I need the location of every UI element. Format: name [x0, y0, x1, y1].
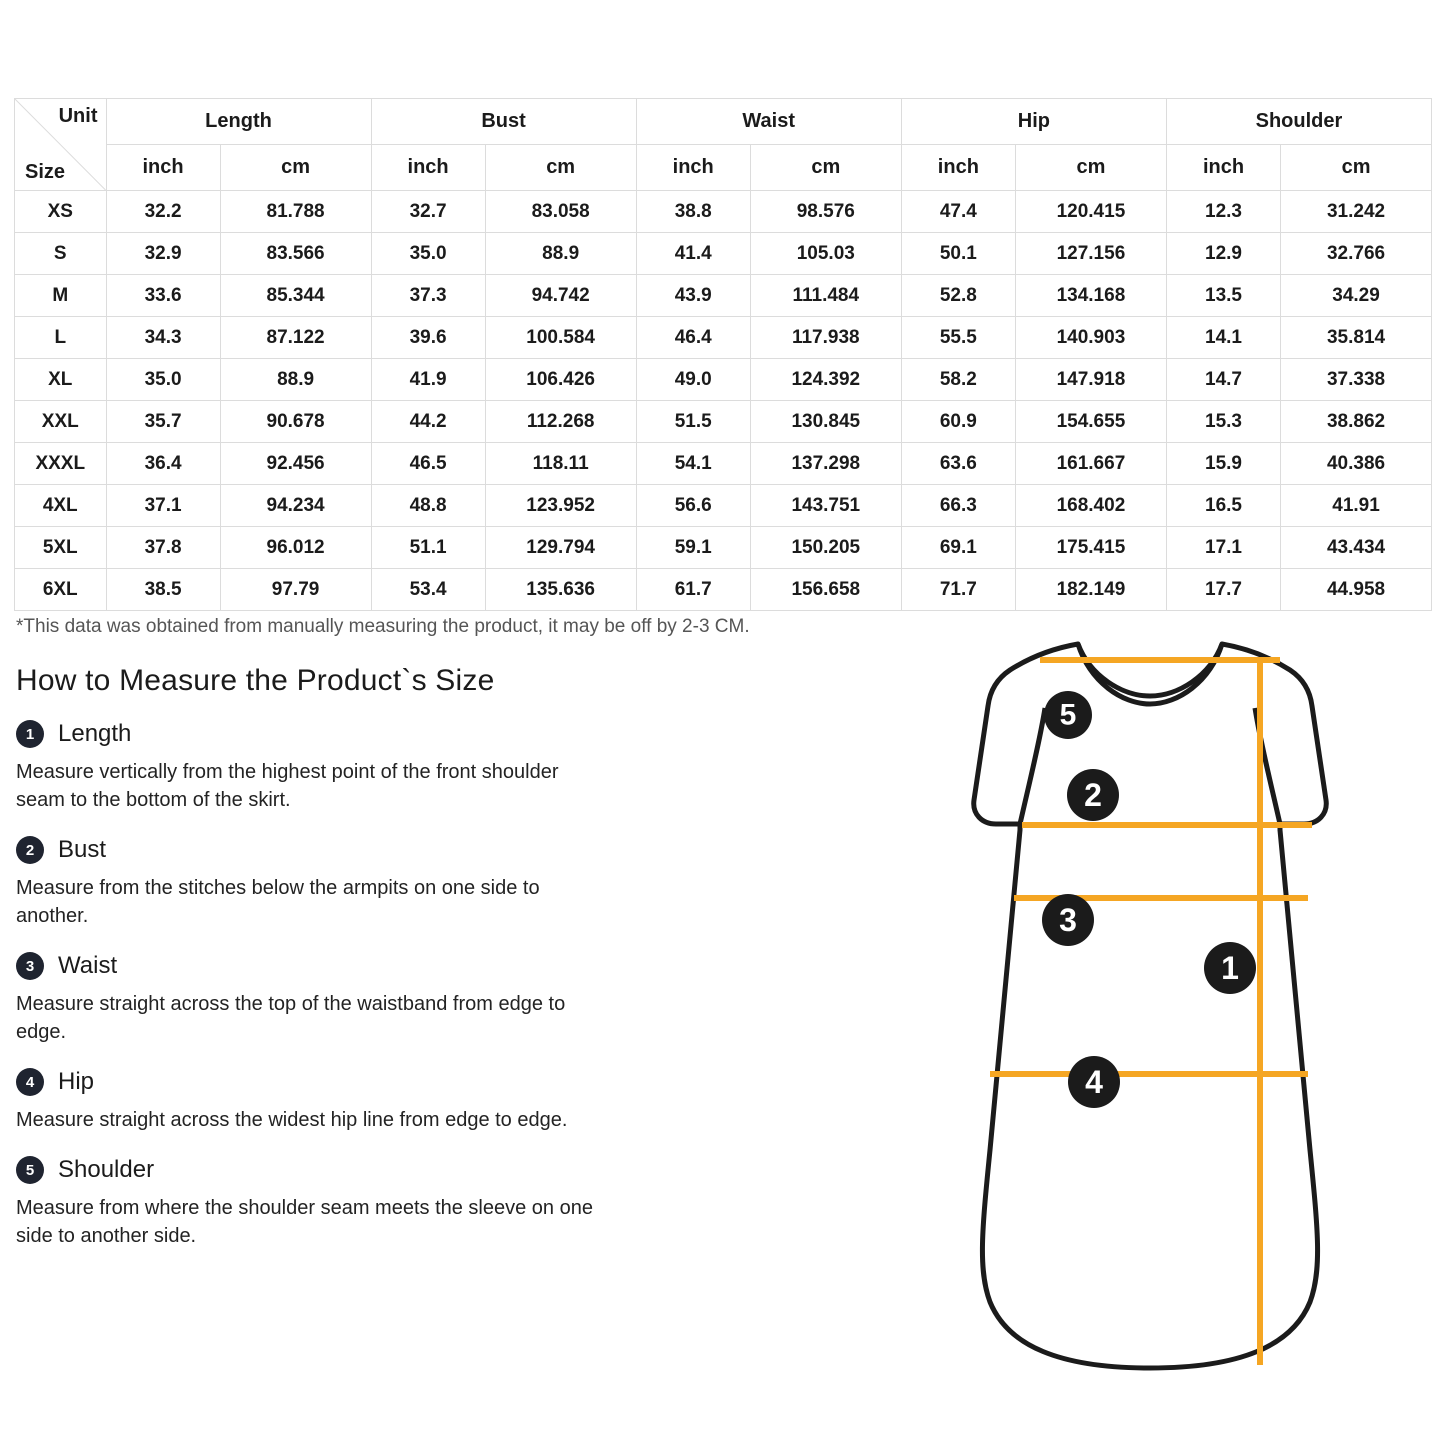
measurement-note: *This data was obtained from manually measuring the product, it may be off by 2-3 CM.	[16, 616, 750, 637]
table-cell: 94.234	[220, 485, 371, 527]
table-cell: 123.952	[485, 485, 636, 527]
table-cell: 13.5	[1166, 275, 1280, 317]
table-cell: 154.655	[1015, 401, 1166, 443]
step-description: Measure from the stitches below the armpits on one side to another.	[16, 877, 540, 927]
marker-1	[1204, 942, 1256, 994]
step-number-badge: 1	[16, 720, 44, 748]
row-size-label: L	[15, 317, 107, 359]
table-cell: 55.5	[901, 317, 1015, 359]
table-cell: 46.4	[636, 317, 750, 359]
table-cell: 47.4	[901, 191, 1015, 233]
table-cell: 48.8	[371, 485, 485, 527]
table-row	[15, 359, 1432, 401]
subheader-length-cm: cm	[220, 145, 371, 191]
table-cell: 111.484	[750, 275, 901, 317]
table-cell: 52.8	[901, 275, 1015, 317]
table-cell: 60.9	[901, 401, 1015, 443]
svg-text:3: 3	[1059, 902, 1077, 938]
table-cell: 32.7	[371, 191, 485, 233]
table-corner-cell	[15, 99, 107, 191]
table-cell: 137.298	[750, 443, 901, 485]
table-cell: 12.9	[1166, 233, 1280, 275]
table-cell: 106.426	[485, 359, 636, 401]
table-cell: 32.766	[1281, 233, 1432, 275]
subheader-waist-cm: cm	[750, 145, 901, 191]
subheader-shoulder-inch: inch	[1166, 145, 1280, 191]
table-cell: 35.814	[1281, 317, 1432, 359]
table-row	[15, 569, 1432, 611]
measure-step-header	[16, 836, 636, 864]
step-title: Bust	[58, 836, 107, 863]
group-header-shoulder: Shoulder	[1166, 99, 1431, 145]
table-cell: 54.1	[636, 443, 750, 485]
step-number-badge: 4	[16, 1068, 44, 1096]
table-cell: 44.958	[1281, 569, 1432, 611]
table-row	[15, 443, 1432, 485]
table-cell: 117.938	[750, 317, 901, 359]
table-cell: 90.678	[220, 401, 371, 443]
dress-illustration	[840, 630, 1430, 1390]
table-cell: 130.845	[750, 401, 901, 443]
svg-text:2: 2	[1084, 777, 1102, 813]
row-size-label: 4XL	[15, 485, 107, 527]
table-cell: 94.742	[485, 275, 636, 317]
subheader-bust-inch: inch	[371, 145, 485, 191]
measure-step-header	[16, 1156, 636, 1184]
table-cell: 41.9	[371, 359, 485, 401]
table-cell: 40.386	[1281, 443, 1432, 485]
step-description: Measure from where the shoulder seam meets the sleeve on one side to another side.	[16, 1197, 593, 1247]
table-cell: 33.6	[106, 275, 220, 317]
table-cell: 51.1	[371, 527, 485, 569]
table-cell: 69.1	[901, 527, 1015, 569]
subheader-shoulder-cm: cm	[1281, 145, 1432, 191]
how-to-measure-section	[16, 664, 636, 1252]
table-cell: 43.434	[1281, 527, 1432, 569]
size-table-head	[15, 99, 1432, 191]
group-header-bust: Bust	[371, 99, 636, 145]
table-cell: 129.794	[485, 527, 636, 569]
group-header-length: Length	[106, 99, 371, 145]
table-cell: 120.415	[1015, 191, 1166, 233]
table-cell: 134.168	[1015, 275, 1166, 317]
table-cell: 14.1	[1166, 317, 1280, 359]
table-cell: 175.415	[1015, 527, 1166, 569]
size-table-container	[14, 98, 1432, 611]
marker-5	[1044, 691, 1092, 739]
subheader-hip-inch: inch	[901, 145, 1015, 191]
table-cell: 61.7	[636, 569, 750, 611]
size-table-sub-header-row	[15, 145, 1432, 191]
row-size-label: XXXL	[15, 443, 107, 485]
table-cell: 38.8	[636, 191, 750, 233]
table-cell: 156.658	[750, 569, 901, 611]
step-title: Waist	[58, 952, 118, 979]
size-table-group-header-row	[15, 99, 1432, 145]
table-cell: 63.6	[901, 443, 1015, 485]
table-cell: 56.6	[636, 485, 750, 527]
subheader-hip-cm: cm	[1015, 145, 1166, 191]
table-cell: 35.0	[106, 359, 220, 401]
row-size-label: XS	[15, 191, 107, 233]
step-description: Measure straight across the top of the waistband from edge to edge.	[16, 993, 566, 1043]
step-title: Hip	[58, 1068, 95, 1095]
measure-step	[16, 1156, 636, 1250]
table-cell: 35.7	[106, 401, 220, 443]
table-cell: 147.918	[1015, 359, 1166, 401]
row-size-label: M	[15, 275, 107, 317]
garment-diagram	[840, 630, 1430, 1390]
table-cell: 58.2	[901, 359, 1015, 401]
svg-text:4: 4	[1085, 1064, 1103, 1100]
table-cell: 50.1	[901, 233, 1015, 275]
table-cell: 71.7	[901, 569, 1015, 611]
marker-4	[1068, 1056, 1120, 1108]
row-size-label: S	[15, 233, 107, 275]
table-cell: 150.205	[750, 527, 901, 569]
measure-step	[16, 720, 636, 814]
step-number-badge: 5	[16, 1156, 44, 1184]
measure-step	[16, 1068, 636, 1134]
table-cell: 38.5	[106, 569, 220, 611]
table-cell: 59.1	[636, 527, 750, 569]
step-title: Length	[58, 720, 132, 747]
table-cell: 85.344	[220, 275, 371, 317]
table-row	[15, 527, 1432, 569]
table-cell: 88.9	[485, 233, 636, 275]
subheader-length-inch: inch	[106, 145, 220, 191]
table-cell: 182.149	[1015, 569, 1166, 611]
table-cell: 17.7	[1166, 569, 1280, 611]
table-row	[15, 191, 1432, 233]
table-cell: 96.012	[220, 527, 371, 569]
subheader-waist-inch: inch	[636, 145, 750, 191]
row-size-label: 5XL	[15, 527, 107, 569]
table-cell: 140.903	[1015, 317, 1166, 359]
row-size-label: XXL	[15, 401, 107, 443]
table-cell: 37.3	[371, 275, 485, 317]
group-header-hip: Hip	[901, 99, 1166, 145]
table-cell: 41.91	[1281, 485, 1432, 527]
row-size-label: 6XL	[15, 569, 107, 611]
table-row	[15, 485, 1432, 527]
row-size-label: XL	[15, 359, 107, 401]
table-cell: 49.0	[636, 359, 750, 401]
table-cell: 43.9	[636, 275, 750, 317]
table-cell: 44.2	[371, 401, 485, 443]
table-cell: 35.0	[371, 233, 485, 275]
step-number-badge: 2	[16, 836, 44, 864]
table-cell: 34.3	[106, 317, 220, 359]
svg-text:1: 1	[1221, 950, 1239, 986]
table-cell: 32.2	[106, 191, 220, 233]
measure-step-header	[16, 952, 636, 980]
step-number-badge: 3	[16, 952, 44, 980]
table-cell: 37.8	[106, 527, 220, 569]
table-cell: 98.576	[750, 191, 901, 233]
table-cell: 105.03	[750, 233, 901, 275]
table-cell: 124.392	[750, 359, 901, 401]
table-cell: 51.5	[636, 401, 750, 443]
table-cell: 100.584	[485, 317, 636, 359]
table-cell: 66.3	[901, 485, 1015, 527]
size-label: Size	[25, 161, 66, 183]
table-cell: 87.122	[220, 317, 371, 359]
table-cell: 31.242	[1281, 191, 1432, 233]
table-cell: 15.9	[1166, 443, 1280, 485]
measure-step	[16, 952, 636, 1046]
measure-step	[16, 836, 636, 930]
table-cell: 118.11	[485, 443, 636, 485]
table-row	[15, 317, 1432, 359]
marker-3	[1042, 894, 1094, 946]
table-row	[15, 401, 1432, 443]
table-cell: 81.788	[220, 191, 371, 233]
step-title: Shoulder	[58, 1156, 155, 1183]
size-table	[14, 98, 1432, 611]
step-description: Measure straight across the widest hip line from edge to edge.	[16, 1109, 568, 1131]
table-cell: 92.456	[220, 443, 371, 485]
table-cell: 161.667	[1015, 443, 1166, 485]
table-cell: 34.29	[1281, 275, 1432, 317]
table-cell: 53.4	[371, 569, 485, 611]
subheader-bust-cm: cm	[485, 145, 636, 191]
table-cell: 112.268	[485, 401, 636, 443]
table-cell: 97.79	[220, 569, 371, 611]
table-cell: 168.402	[1015, 485, 1166, 527]
step-description: Measure vertically from the highest point of the front shoulder seam to the bottom of the skirt.	[16, 761, 559, 811]
measure-step-header	[16, 1068, 636, 1096]
table-cell: 39.6	[371, 317, 485, 359]
size-table-body	[15, 191, 1432, 611]
table-cell: 37.338	[1281, 359, 1432, 401]
table-cell: 37.1	[106, 485, 220, 527]
how-to-measure-heading: How to Measure the Product`s Size	[16, 664, 495, 697]
measure-steps-list	[16, 720, 636, 1250]
table-cell: 17.1	[1166, 527, 1280, 569]
table-row	[15, 233, 1432, 275]
unit-label: Unit	[58, 105, 98, 127]
group-header-waist: Waist	[636, 99, 901, 145]
table-cell: 88.9	[220, 359, 371, 401]
svg-text:5: 5	[1059, 698, 1077, 732]
measure-step-header	[16, 720, 636, 748]
dress-outline	[974, 644, 1327, 1368]
table-cell: 16.5	[1166, 485, 1280, 527]
table-cell: 12.3	[1166, 191, 1280, 233]
table-cell: 15.3	[1166, 401, 1280, 443]
table-cell: 83.058	[485, 191, 636, 233]
marker-2	[1067, 769, 1119, 821]
table-cell: 41.4	[636, 233, 750, 275]
table-cell: 14.7	[1166, 359, 1280, 401]
table-cell: 143.751	[750, 485, 901, 527]
table-cell: 135.636	[485, 569, 636, 611]
table-cell: 36.4	[106, 443, 220, 485]
table-cell: 38.862	[1281, 401, 1432, 443]
table-cell: 127.156	[1015, 233, 1166, 275]
table-cell: 46.5	[371, 443, 485, 485]
table-row	[15, 275, 1432, 317]
table-cell: 32.9	[106, 233, 220, 275]
table-cell: 83.566	[220, 233, 371, 275]
